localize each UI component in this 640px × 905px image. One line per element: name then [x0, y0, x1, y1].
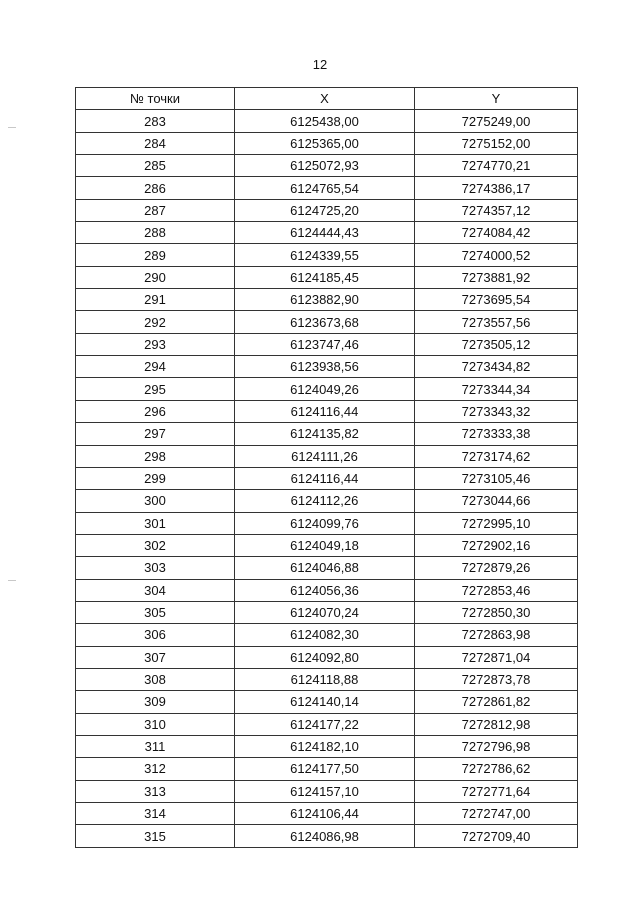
table-row — [76, 289, 578, 311]
y-coordinate-cell: 7274000,52 — [415, 244, 578, 266]
point-number-cell: 293 — [76, 333, 235, 355]
table-row — [76, 199, 578, 221]
table-row — [76, 601, 578, 623]
table-row — [76, 423, 578, 445]
x-coordinate-cell: 6124140,14 — [235, 691, 415, 713]
point-number-cell: 306 — [76, 624, 235, 646]
column-header-x: X — [235, 88, 415, 110]
y-coordinate-cell: 7272995,10 — [415, 512, 578, 534]
table-row — [76, 735, 578, 757]
x-coordinate-cell: 6124339,55 — [235, 244, 415, 266]
point-number-cell: 310 — [76, 713, 235, 735]
y-coordinate-cell: 7272796,98 — [415, 735, 578, 757]
point-number-cell: 291 — [76, 289, 235, 311]
table-body — [76, 110, 578, 847]
y-coordinate-cell: 7273174,62 — [415, 445, 578, 467]
x-coordinate-cell: 6124444,43 — [235, 222, 415, 244]
table-header-row — [76, 88, 578, 110]
point-number-cell: 313 — [76, 780, 235, 802]
x-coordinate-cell: 6124111,26 — [235, 445, 415, 467]
point-number-cell: 289 — [76, 244, 235, 266]
x-coordinate-cell: 6124056,36 — [235, 579, 415, 601]
table-row — [76, 177, 578, 199]
table-row — [76, 490, 578, 512]
point-number-cell: 286 — [76, 177, 235, 199]
x-coordinate-cell: 6124070,24 — [235, 601, 415, 623]
x-coordinate-cell: 6123747,46 — [235, 333, 415, 355]
coordinates-table — [75, 87, 578, 848]
point-number-cell: 300 — [76, 490, 235, 512]
table-row — [76, 713, 578, 735]
x-coordinate-cell: 6124765,54 — [235, 177, 415, 199]
table-row — [76, 222, 578, 244]
y-coordinate-cell: 7274386,17 — [415, 177, 578, 199]
point-number-cell: 307 — [76, 646, 235, 668]
x-coordinate-cell: 6124086,98 — [235, 825, 415, 847]
table-row — [76, 132, 578, 154]
table-row — [76, 400, 578, 422]
table-row — [76, 825, 578, 847]
point-number-cell: 295 — [76, 378, 235, 400]
table-row — [76, 780, 578, 802]
point-number-cell: 303 — [76, 557, 235, 579]
x-coordinate-cell: 6125072,93 — [235, 155, 415, 177]
x-coordinate-cell: 6125365,00 — [235, 132, 415, 154]
x-coordinate-cell: 6124082,30 — [235, 624, 415, 646]
table-row — [76, 467, 578, 489]
x-coordinate-cell: 6124185,45 — [235, 266, 415, 288]
x-coordinate-cell: 6124118,88 — [235, 668, 415, 690]
point-number-cell: 297 — [76, 423, 235, 445]
y-coordinate-cell: 7273044,66 — [415, 490, 578, 512]
y-coordinate-cell: 7273434,82 — [415, 356, 578, 378]
column-header-point-number: № точки — [76, 88, 235, 110]
x-coordinate-cell: 6124049,18 — [235, 534, 415, 556]
y-coordinate-cell: 7272871,04 — [415, 646, 578, 668]
y-coordinate-cell: 7273881,92 — [415, 266, 578, 288]
table-row — [76, 646, 578, 668]
point-number-cell: 287 — [76, 199, 235, 221]
y-coordinate-cell: 7273105,46 — [415, 467, 578, 489]
y-coordinate-cell: 7272850,30 — [415, 601, 578, 623]
table-row — [76, 445, 578, 467]
y-coordinate-cell: 7273695,54 — [415, 289, 578, 311]
table-row — [76, 356, 578, 378]
y-coordinate-cell: 7272863,98 — [415, 624, 578, 646]
point-number-cell: 311 — [76, 735, 235, 757]
y-coordinate-cell: 7274357,12 — [415, 199, 578, 221]
table-row — [76, 155, 578, 177]
x-coordinate-cell: 6124116,44 — [235, 400, 415, 422]
y-coordinate-cell: 7272812,98 — [415, 713, 578, 735]
table-row — [76, 691, 578, 713]
point-number-cell: 290 — [76, 266, 235, 288]
point-number-cell: 294 — [76, 356, 235, 378]
x-coordinate-cell: 6124135,82 — [235, 423, 415, 445]
point-number-cell: 298 — [76, 445, 235, 467]
x-coordinate-cell: 6124106,44 — [235, 803, 415, 825]
y-coordinate-cell: 7274770,21 — [415, 155, 578, 177]
table-row — [76, 758, 578, 780]
y-coordinate-cell: 7275152,00 — [415, 132, 578, 154]
y-coordinate-cell: 7275249,00 — [415, 110, 578, 132]
point-number-cell: 308 — [76, 668, 235, 690]
x-coordinate-cell: 6124725,20 — [235, 199, 415, 221]
x-coordinate-cell: 6124157,10 — [235, 780, 415, 802]
table-row — [76, 266, 578, 288]
margin-mark — [8, 127, 16, 128]
y-coordinate-cell: 7272861,82 — [415, 691, 578, 713]
y-coordinate-cell: 7272709,40 — [415, 825, 578, 847]
table-row — [76, 512, 578, 534]
y-coordinate-cell: 7274084,42 — [415, 222, 578, 244]
point-number-cell: 288 — [76, 222, 235, 244]
y-coordinate-cell: 7273557,56 — [415, 311, 578, 333]
x-coordinate-cell: 6124099,76 — [235, 512, 415, 534]
table-row — [76, 557, 578, 579]
y-coordinate-cell: 7272879,26 — [415, 557, 578, 579]
table-row — [76, 378, 578, 400]
y-coordinate-cell: 7272853,46 — [415, 579, 578, 601]
point-number-cell: 301 — [76, 512, 235, 534]
x-coordinate-cell: 6124046,88 — [235, 557, 415, 579]
page-number: 12 — [312, 57, 328, 72]
x-coordinate-cell: 6124112,26 — [235, 490, 415, 512]
point-number-cell: 304 — [76, 579, 235, 601]
point-number-cell: 314 — [76, 803, 235, 825]
point-number-cell: 309 — [76, 691, 235, 713]
y-coordinate-cell: 7273505,12 — [415, 333, 578, 355]
table-row — [76, 534, 578, 556]
point-number-cell: 292 — [76, 311, 235, 333]
point-number-cell: 299 — [76, 467, 235, 489]
y-coordinate-cell: 7272786,62 — [415, 758, 578, 780]
table-row — [76, 624, 578, 646]
y-coordinate-cell: 7272771,64 — [415, 780, 578, 802]
table-row — [76, 579, 578, 601]
x-coordinate-cell: 6125438,00 — [235, 110, 415, 132]
point-number-cell: 302 — [76, 534, 235, 556]
point-number-cell: 305 — [76, 601, 235, 623]
x-coordinate-cell: 6123673,68 — [235, 311, 415, 333]
x-coordinate-cell: 6123938,56 — [235, 356, 415, 378]
y-coordinate-cell: 7272902,16 — [415, 534, 578, 556]
x-coordinate-cell: 6124182,10 — [235, 735, 415, 757]
point-number-cell: 315 — [76, 825, 235, 847]
table-row — [76, 311, 578, 333]
y-coordinate-cell: 7273333,38 — [415, 423, 578, 445]
y-coordinate-cell: 7272747,00 — [415, 803, 578, 825]
x-coordinate-cell: 6124049,26 — [235, 378, 415, 400]
point-number-cell: 283 — [76, 110, 235, 132]
table-row — [76, 110, 578, 132]
x-coordinate-cell: 6124177,22 — [235, 713, 415, 735]
y-coordinate-cell: 7273343,32 — [415, 400, 578, 422]
point-number-cell: 312 — [76, 758, 235, 780]
table-row — [76, 333, 578, 355]
table-row — [76, 803, 578, 825]
column-header-y: Y — [415, 88, 578, 110]
margin-mark — [8, 580, 16, 581]
y-coordinate-cell: 7272873,78 — [415, 668, 578, 690]
point-number-cell: 284 — [76, 132, 235, 154]
x-coordinate-cell: 6124116,44 — [235, 467, 415, 489]
x-coordinate-cell: 6123882,90 — [235, 289, 415, 311]
table-row — [76, 668, 578, 690]
x-coordinate-cell: 6124177,50 — [235, 758, 415, 780]
x-coordinate-cell: 6124092,80 — [235, 646, 415, 668]
table-row — [76, 244, 578, 266]
point-number-cell: 285 — [76, 155, 235, 177]
y-coordinate-cell: 7273344,34 — [415, 378, 578, 400]
point-number-cell: 296 — [76, 400, 235, 422]
